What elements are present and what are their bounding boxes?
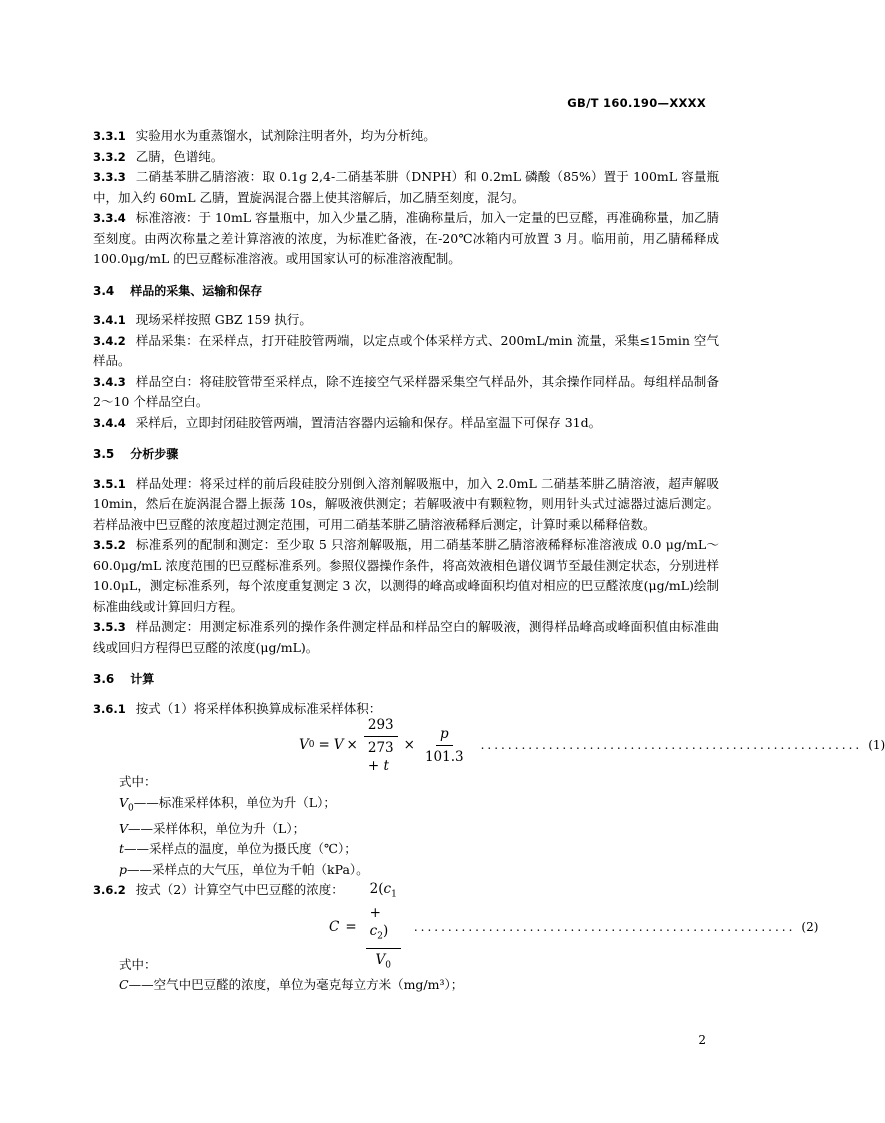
clause-text: 采样后，立即封闭硅胶管两端，置清洁容器内运输和保存。样品室温下可保存 31d。 (135, 414, 602, 430)
section-title: 计算 (130, 672, 155, 686)
clause-text: 样品处理：将采过样的前后段硅胶分别倒入溶剂解吸瓶中，加入 2.0mL 二硝基苯肼乙腈溶液，超声解吸 10min，然后在旋涡混合器上振荡 10s，解吸液供测定；若解吸液中有颗粒物，则用针头式过滤器过滤后测定。若样品液中巴豆醛的浓度超过测定范围，可用二硝基苯肼乙腈溶液稀释后测定，计算时乘以稀释倍数。 (93, 475, 719, 532)
clause-text: 按式（2）计算空气中巴豆醛的浓度： (135, 882, 344, 897)
formula-subscript: 2 (377, 931, 383, 942)
clause-3-3-3 (93, 167, 719, 208)
clause-number: 3.6.1 (93, 701, 126, 716)
where-item (119, 819, 719, 840)
where-block-1 (93, 772, 719, 880)
symbol-description: ——采样点的大气压，单位为千帕（kPa）。 (127, 861, 369, 877)
clause-3-4-1 (93, 310, 719, 331)
section-title: 分析步骤 (130, 447, 179, 461)
formula-symbol: V (299, 736, 309, 753)
formula-subscript: 1 (391, 890, 397, 901)
clause-3-3-1 (93, 126, 719, 147)
where-label: 式中： (119, 956, 157, 972)
formula-symbol: t (383, 757, 389, 774)
formula-subscript: 0 (385, 960, 391, 971)
clause-number: 3.4.3 (93, 374, 126, 389)
formula-symbol: p (119, 861, 128, 877)
fraction-numerator: p (436, 725, 453, 746)
clause-number: 3.3.2 (93, 149, 126, 164)
section-heading-3-5 (93, 444, 719, 465)
fraction-denominator (371, 949, 394, 975)
section-title: 样品的采集、运输和保存 (130, 283, 263, 298)
section-number: 3.4 (93, 283, 115, 298)
section-heading-3-6 (93, 669, 719, 690)
formula-symbol: c (369, 923, 378, 940)
clause-3-4-4 (93, 413, 719, 434)
clause-text: 样品采集：在采样点，打开硅胶管两端，以定点或个体采样方式、200mL/min 流量，采集≤15min 空气样品。 (93, 332, 719, 368)
plus-sign: + (369, 905, 381, 922)
formula-2-expression (329, 880, 404, 974)
clause-number: 3.3.4 (93, 211, 126, 225)
clause-text: 乙腈，色谱纯。 (135, 148, 224, 164)
formula-1-expression (299, 716, 471, 775)
section-number: 3.5 (93, 447, 115, 461)
clause-number: 3.3.1 (93, 129, 126, 143)
formula-symbol: C (329, 919, 340, 936)
symbol-description: ——空气中巴豆醛的浓度，单位为毫克每立方米（mg/m³）； (128, 977, 464, 992)
clause-3-5-1 (93, 474, 719, 536)
clause-number: 3.4.4 (93, 415, 126, 430)
clause-3-4-2 (93, 331, 719, 372)
equals-sign: = (345, 919, 357, 936)
numerator-suffix: ) (382, 923, 389, 940)
where-item (119, 860, 719, 881)
clause-number: 3.4.1 (93, 313, 126, 327)
clause-3-5-3 (93, 617, 719, 658)
clause-text: 标准溶液：于 10mL 容量瓶中，加入少量乙腈，准确称量后，加入一定量的巴豆醛，再准确称量，加乙腈至刻度。由两次称量之差计算溶液的浓度，为标准贮备液，在-20℃冰箱内可放置 3 月。临用前，用乙腈稀释成 100.0μg/mL 的巴豆醛标准溶液。或用国家认可的标准溶液配制。 (93, 210, 719, 266)
denominator-constant: 273 + (367, 739, 394, 774)
fraction-denominator: 101.3 (424, 748, 464, 765)
fraction-numerator (366, 880, 401, 948)
where-item (119, 975, 719, 996)
formula-symbol: t (119, 841, 125, 856)
where-item (119, 839, 719, 860)
times-sign: × (403, 736, 415, 753)
formula-1 (93, 716, 885, 774)
times-sign: × (346, 736, 358, 753)
clause-3-3-4 (93, 208, 719, 270)
formula-symbol: V (119, 794, 129, 810)
symbol-description: ——采样点的温度，单位为摄氏度（℃）； (124, 841, 357, 856)
clause-number: 3.5.2 (93, 538, 126, 552)
leader-dots: ........................................................ (413, 920, 796, 935)
clause-3-3-2 (93, 147, 719, 168)
page-content (93, 126, 885, 996)
fraction-temperature (364, 716, 398, 775)
clause-3-6-2 (93, 880, 719, 901)
formula-symbol: c (383, 881, 392, 898)
clause-text: 二硝基苯肼乙腈溶液：取 0.1g 2,4-二硝基苯肼（DNPH）和 0.2mL 磷酸（85%）置于 100mL 容量瓶中，加入约 60mL 乙腈，置旋涡混合器上使其溶解后，加乙腈至刻度，混匀。 (93, 169, 719, 205)
leader-dots: ........................................................ (480, 737, 863, 752)
equals-sign: = (318, 736, 330, 753)
clause-number: 3.5.3 (93, 620, 126, 634)
clause-number: 3.5.1 (93, 476, 126, 491)
fraction-pressure (421, 725, 468, 766)
clause-text: 实验用水为重蒸馏水，试剂除注明者外，均为分析纯。 (135, 128, 436, 143)
formula-symbol: V (375, 951, 386, 968)
equation-number: (1) (868, 737, 885, 752)
symbol-description: ——标准采样体积，单位为升（L）； (133, 794, 336, 810)
clause-number: 3.6.2 (93, 883, 126, 897)
formula-symbol: V (333, 736, 344, 753)
section-heading-3-4 (93, 281, 719, 302)
where-item (119, 793, 719, 819)
clause-text: 样品空白：将硅胶管带至采样点，除不连接空气采样器采集空气样品外，其余操作同样品。每组样品制备 2～10 个样品空白。 (93, 373, 719, 409)
standard-code: GB/T 160.190—XXXX (567, 96, 706, 110)
formula-subscript: 0 (308, 739, 315, 750)
fraction-concentration (366, 880, 401, 974)
clause-3-5-2 (93, 535, 719, 617)
clause-text: 样品测定：用测定标准系列的操作条件测定样品和样品空白的解吸液，测得样品峰高或峰面积值由标准曲线或回归方程得巴豆醛的浓度(μg/mL)。 (93, 619, 719, 655)
equation-number: (2) (801, 920, 819, 935)
clause-number: 3.4.2 (93, 333, 126, 348)
numerator-prefix: 2( (369, 881, 384, 898)
where-block-2 (93, 955, 719, 996)
formula-subscript: 0 (128, 803, 134, 813)
fraction-numerator: 293 (364, 716, 398, 737)
clause-text: 标准系列的配制和测定：至少取 5 只溶剂解吸瓶，用二硝基苯肼乙腈溶液稀释标准溶液成 0.0 μg/mL～60.0μg/mL 浓度范围的巴豆醛标准系列。参照仪器操作条件，将高效液相色谱仪调节至最佳测定状态，分别进样 10.0μL，测定标准系列，每个浓度重复测定 3 次，以测得的峰高或峰面积均值对相应的巴豆醛浓度(μg/mL)绘制标准曲线或计算回归方程。 (93, 537, 719, 614)
section-number: 3.6 (93, 672, 115, 686)
formula-symbol: C (119, 977, 129, 992)
symbol-description: ——采样体积，单位为升（L）； (128, 820, 306, 836)
clause-text: 现场采样按照 GBZ 159 执行。 (135, 312, 312, 327)
clause-number: 3.3.3 (93, 170, 126, 184)
formula-symbol: V (119, 820, 129, 836)
fraction-denominator (364, 737, 398, 775)
where-label: 式中： (119, 774, 157, 789)
clause-text: 按式（1）将采样体积换算成标准采样体积： (135, 700, 382, 716)
page-number: 2 (698, 1033, 706, 1047)
clause-3-4-3 (93, 372, 719, 413)
